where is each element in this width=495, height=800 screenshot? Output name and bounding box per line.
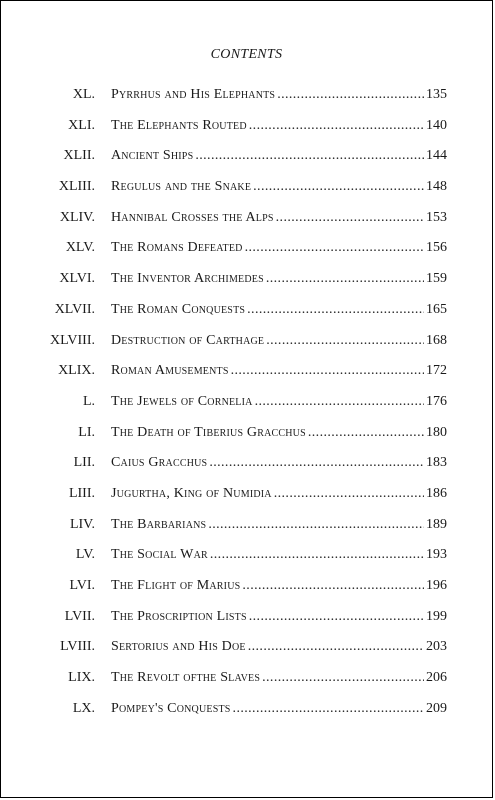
dot-leader xyxy=(248,637,424,657)
dot-leader xyxy=(308,423,424,443)
chapter-entry xyxy=(111,453,447,473)
toc-entry xyxy=(1,515,492,546)
toc-entry xyxy=(1,331,492,362)
chapter-entry xyxy=(111,238,447,258)
toc-entry xyxy=(1,238,492,269)
page-number: 172 xyxy=(426,363,447,379)
chapter-entry xyxy=(111,331,447,351)
dot-leader xyxy=(277,85,424,105)
chapter-number: XLIV. xyxy=(59,209,95,225)
contents-heading: CONTENTS xyxy=(210,47,283,62)
toc-entry xyxy=(1,146,492,177)
chapter-title: The Inventor Archimedes xyxy=(111,271,264,287)
toc-entry xyxy=(1,637,492,668)
chapter-title: Pompey's Conquests xyxy=(111,700,231,716)
page-number: 148 xyxy=(426,179,447,195)
chapter-entry xyxy=(111,423,447,443)
dot-leader xyxy=(209,453,424,473)
chapter-number: XLVII. xyxy=(54,301,95,317)
toc-entry xyxy=(1,699,492,730)
toc-entry xyxy=(1,269,492,300)
chapter-title: Caius Gracchus xyxy=(111,455,208,471)
dot-leader xyxy=(262,668,424,688)
chapter-number: LVI. xyxy=(69,578,95,593)
toc-entry xyxy=(1,361,492,392)
chapter-entry xyxy=(111,269,447,289)
chapter-entry xyxy=(111,668,447,688)
toc-entry xyxy=(1,668,492,699)
page-number: 209 xyxy=(426,700,447,716)
chapter-number: XLVI. xyxy=(59,271,95,287)
chapter-entry xyxy=(111,392,447,412)
toc-entry xyxy=(1,300,492,331)
chapter-number: LVIII. xyxy=(60,639,95,655)
toc-entry xyxy=(1,576,492,607)
chapter-number: XLIII. xyxy=(58,179,95,195)
chapter-title: The Roman Conquests xyxy=(111,301,246,317)
chapter-entry xyxy=(111,576,447,596)
page-number: 168 xyxy=(426,332,447,348)
page-number: 183 xyxy=(426,455,447,471)
chapter-title: Regulus and the Snake xyxy=(111,179,252,195)
page-number: 153 xyxy=(426,209,447,225)
toc-entry xyxy=(1,85,492,116)
chapter-title: The Proscription Lists xyxy=(111,608,247,624)
chapter-entry xyxy=(111,699,447,719)
chapter-number: XLV. xyxy=(65,240,95,256)
page-number: 199 xyxy=(426,608,447,624)
chapter-title: Hannibal Crosses the Alps xyxy=(111,209,274,225)
page-number: 159 xyxy=(426,271,447,287)
chapter-title: The Death of Tiberius Gracchus xyxy=(111,424,306,440)
page-number: 206 xyxy=(426,670,447,686)
chapter-number: LII. xyxy=(73,455,95,471)
chapter-number: LIX. xyxy=(68,670,95,686)
page-number: 196 xyxy=(426,578,447,593)
chapter-entry xyxy=(111,300,447,320)
page-number: 180 xyxy=(426,424,447,440)
page-number: 144 xyxy=(426,148,447,164)
dot-leader xyxy=(247,300,424,320)
chapter-entry xyxy=(111,484,447,504)
toc-entry xyxy=(1,453,492,484)
page-number: 165 xyxy=(426,301,447,317)
toc-entry xyxy=(1,177,492,208)
dot-leader xyxy=(231,361,424,381)
chapter-title: The Elephants Routed xyxy=(111,117,247,133)
chapter-title: The Flight of Marius xyxy=(111,578,241,593)
page-number: 140 xyxy=(426,117,447,133)
dot-leader xyxy=(249,116,424,136)
chapter-title: Roman Amusements xyxy=(111,363,229,379)
chapter-title: Sertorius and His Doe xyxy=(111,639,246,655)
chapter-entry xyxy=(111,361,447,381)
chapter-number: LX. xyxy=(72,700,95,716)
toc-entry xyxy=(1,392,492,423)
chapter-number: LVII. xyxy=(64,608,95,624)
dot-leader xyxy=(208,515,424,535)
toc-entry xyxy=(1,208,492,239)
chapter-title: Pyrrhus and His Elephants xyxy=(111,87,276,102)
toc-entry xyxy=(1,116,492,147)
chapter-number: LI. xyxy=(78,424,95,440)
chapter-number: LIII. xyxy=(68,485,95,501)
dot-leader xyxy=(195,146,424,166)
page-number: 193 xyxy=(426,547,447,563)
chapter-number: XL. xyxy=(72,87,95,102)
chapter-title: The Barbarians xyxy=(111,516,207,532)
dot-leader xyxy=(274,484,424,504)
table-of-contents xyxy=(1,85,492,729)
chapter-number: L. xyxy=(82,393,95,409)
chapter-number: XLIX. xyxy=(58,363,95,379)
chapter-entry xyxy=(111,116,447,136)
dot-leader xyxy=(266,331,424,351)
chapter-title: Jugurtha, King of Numidia xyxy=(111,485,272,501)
toc-entry xyxy=(1,545,492,576)
dot-leader xyxy=(242,576,424,596)
page-number: 176 xyxy=(426,393,447,409)
chapter-title: The Revolt ofthe Slaves xyxy=(111,670,261,686)
page-number: 189 xyxy=(426,516,447,532)
dot-leader xyxy=(253,177,424,197)
chapter-entry xyxy=(111,515,447,535)
chapter-title: Destruction of Carthage xyxy=(111,332,265,348)
chapter-entry xyxy=(111,85,447,105)
chapter-title: The Romans Defeated xyxy=(111,240,243,256)
page-number: 156 xyxy=(426,240,447,256)
dot-leader xyxy=(266,269,424,289)
toc-entry xyxy=(1,423,492,454)
chapter-number: LIV. xyxy=(69,516,95,532)
chapter-entry xyxy=(111,607,447,627)
chapter-entry xyxy=(111,146,447,166)
page-number: 135 xyxy=(426,87,447,102)
chapter-title: The Social War xyxy=(111,547,208,563)
chapter-number: XLI. xyxy=(68,117,95,133)
chapter-number: LV. xyxy=(75,547,95,563)
chapter-entry xyxy=(111,637,447,657)
chapter-number: XLVIII. xyxy=(50,332,95,348)
chapter-title: The Jewels of Cornelia xyxy=(111,393,253,409)
dot-leader xyxy=(210,545,424,565)
dot-leader xyxy=(245,238,424,258)
toc-entry xyxy=(1,607,492,638)
chapter-title: Ancient Ships xyxy=(111,148,194,164)
dot-leader xyxy=(249,607,424,627)
dot-leader xyxy=(255,392,424,412)
dot-leader xyxy=(233,699,424,719)
dot-leader xyxy=(276,208,424,228)
page-number: 203 xyxy=(426,639,447,655)
chapter-entry xyxy=(111,177,447,197)
toc-entry xyxy=(1,484,492,515)
chapter-entry xyxy=(111,208,447,228)
page-number: 186 xyxy=(426,485,447,501)
chapter-number: XLII. xyxy=(63,148,95,164)
chapter-entry xyxy=(111,545,447,565)
